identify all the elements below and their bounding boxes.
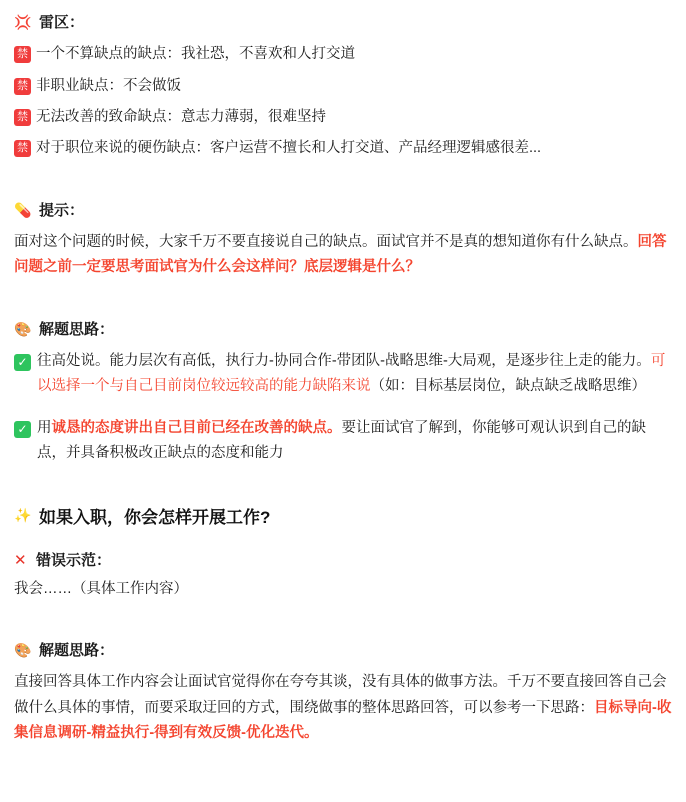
approach-point-highlight: 诚恳的态度讲出自己目前已经在改善的缺点。 [51,419,342,436]
palette-icon: 🎨 [14,641,32,658]
list-item [14,416,672,467]
section-header-approach-2 [14,638,672,664]
approach-point-plain-2: （如：目标基层岗位，缺点缺乏战略思维） [370,378,646,395]
spacer [14,538,672,548]
tips-text-highlight: 回答问题之前一定要思考面试官为什么会这样问？底层逻辑是什么？ [14,234,667,276]
check-icon: ✓ [14,421,31,438]
section-header-tips [14,198,672,224]
wrong-demo-text: 我会……（具体工作内容） [14,580,188,597]
spacer [14,406,672,416]
onboarding-title: 如果入职，你会怎样开展工作? [39,507,271,527]
list-item [14,42,672,67]
pill-icon: 💊 [14,201,32,218]
anger-icon: 💢 [14,14,32,30]
forbidden-badge: 禁 [14,78,31,95]
check-icon: ✓ [14,354,31,371]
forbidden-badge: 禁 [14,109,31,126]
approach-2-highlight: 目标导向-收集信息调研-精益执行-得到有效反馈-优化迭代。 [14,699,672,741]
list-item [14,74,672,99]
forbidden-badge: 禁 [14,140,31,157]
approach-point-highlight: 可以选择一个与自己目前岗位较远较高的能力缺陷来说 [37,353,666,395]
tips-paragraph [14,230,672,281]
sparkles-icon: ✨ [14,506,32,523]
approach-2-plain: 直接回答具体工作内容会让面试官觉得你在夸夸其谈，没有具体的做事方法。千万不要直接回答自己会做什么具体的事情，而要采取迂回的方式，围绕做事的整体思路回答，可以参考一下思路： [14,674,667,716]
wrong-demo-title: 错误示范： [36,552,112,570]
tips-title: 提示： [39,201,85,219]
list-item [14,136,672,161]
spacer [14,168,672,198]
wrong-demo-header [14,548,672,574]
approach-point-plain-2: 要让面试官了解到，你能够可观认识到自己的缺点，并具备积极改正缺点的态度和能力 [37,419,646,462]
list-item [14,349,672,400]
cross-mark-icon: ✕ [14,552,27,570]
list-item-text: 一个不算缺点的缺点：我社恐，不喜欢和人打交道 [36,46,355,63]
spacer [14,473,672,503]
approach-title: 解题思路： [39,320,115,338]
spacer [14,287,672,317]
palette-icon: 🎨 [14,320,32,337]
approach-2-title: 解题思路： [39,641,115,659]
tips-text-plain: 面对这个问题的时候，大家千万不要直接说自己的缺点。面试官并不是真的想知道你有什么缺点。 [14,234,638,250]
list-item-text: 对于职位来说的硬伤缺点：客户运营不擅长和人打交道、产品经理逻辑感很差... [36,140,542,157]
approach-point-text [37,416,672,467]
approach-2-paragraph [14,670,672,746]
minefield-title: 雷区： [39,14,85,31]
list-item-text: 无法改善的致命缺点：意志力薄弱，很难坚持 [36,109,326,125]
list-item [14,105,672,130]
section-header-approach [14,317,672,343]
approach-point-text [37,349,672,400]
forbidden-badge: 禁 [14,46,31,63]
approach-point-plain-1: 用 [37,419,52,436]
spacer [14,608,672,638]
section-header-onboarding [14,503,672,533]
list-item-text: 非职业缺点：不会做饭 [36,77,181,94]
section-header-minefield [14,10,672,36]
approach-point-plain-1: 往高处说。能力层次有高低，执行力-协同合作-带团队-战略思维-大局观，是逐步往上走的能力。 [37,353,651,369]
